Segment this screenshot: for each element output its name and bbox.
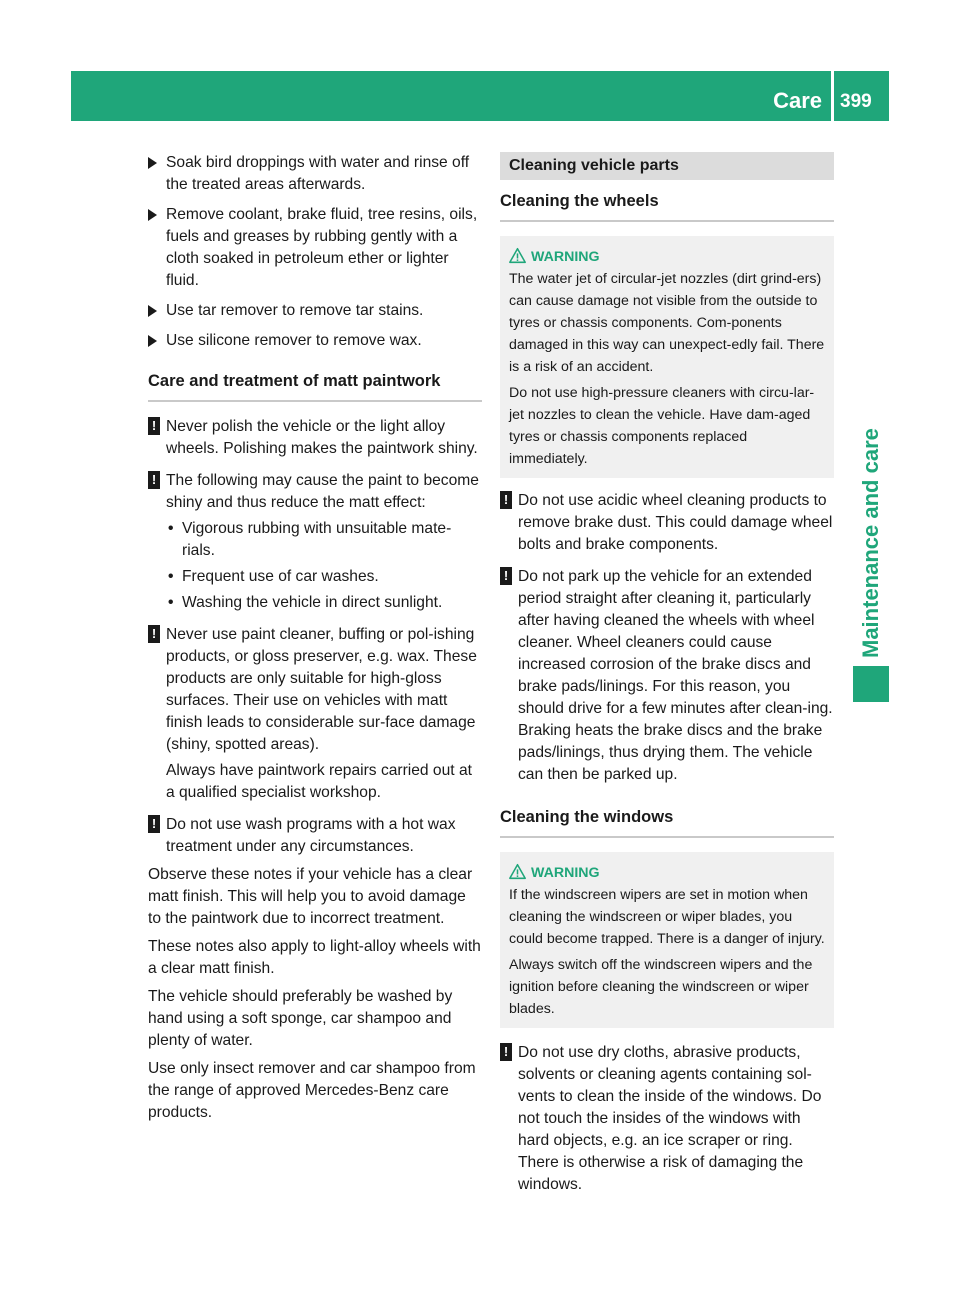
- step-arrow-icon: [148, 157, 157, 169]
- section-tab-marker: [853, 666, 889, 702]
- caution-note: ! The following may cause the paint to become shiny and thus reduce the matt effect: • Vigorous rubbing with unsuitable mate-rials. • Frequent use of car washes. • Washing the vehicle in direct sunlight.: [148, 470, 482, 614]
- caution-note: ! Never use paint cleaner, buffing or pol-ishing products, or gloss preserver, e.g. wax. These products are only suitable for high-gloss surfaces. Their use on vehicles with matt finish leads to considerable sur-face damage (shiny, spotted areas). Always have paintwork repairs carried out at a qualified specialist workshop.: [148, 624, 482, 804]
- exclamation-icon: !: [148, 815, 160, 833]
- note-paragraph: Always have paintwork repairs carried out at a qualified specialist workshop.: [166, 762, 472, 801]
- body-paragraph: The vehicle should preferably be washed by hand using a soft sponge, car shampoo and plenty of water.: [148, 988, 453, 1049]
- step-arrow-icon: [148, 335, 157, 347]
- step-arrow-icon: [148, 305, 157, 317]
- instruction-step: Use tar remover to remove tar stains.: [148, 300, 482, 322]
- warning-heading: WARNING: [509, 246, 825, 268]
- bullet-icon: •: [168, 594, 174, 611]
- caution-note: ! Never polish the vehicle or the light alloy wheels. Polishing makes the paintwork shiny.: [148, 416, 482, 460]
- section-title: Cleaning vehicle parts: [500, 152, 834, 180]
- exclamation-icon: !: [500, 491, 512, 509]
- list-item: • Vigorous rubbing with unsuitable mate-rials.: [168, 520, 452, 559]
- warning-box: [500, 236, 834, 478]
- exclamation-icon: !: [148, 471, 160, 489]
- warning-text: Do not use high-pressure cleaners with circu-lar-jet nozzles to clean the vehicle. Have dam-aged tyres or chassis components replaced immediately.: [509, 385, 815, 467]
- left-column: [148, 152, 482, 1124]
- warning-text: If the windscreen wipers are set in motion when cleaning the windscreen or wiper blades, you could become trapped. There is a danger of injury.: [509, 887, 825, 947]
- caution-note: ! Do not use acidic wheel cleaning products to remove brake dust. This could damage wheel bolts and brake components.: [500, 490, 834, 556]
- instruction-step: Remove coolant, brake fluid, tree resins, oils, fuels and greases by rubbing gently with a cloth soaked in petroleum ether or lighter fluid.: [148, 204, 482, 292]
- instruction-step: Use silicone remover to remove wax.: [148, 330, 482, 352]
- body-paragraph: Observe these notes if your vehicle has a clear matt finish. This will help you to avoid damage to the paintwork due to incorrect treatment.: [148, 866, 473, 927]
- right-column: [500, 152, 834, 1196]
- caution-note: ! Do not use dry cloths, abrasive products, solvents or cleaning agents containing sol-vents to clean the inside of the windows. Do not touch the insides of the windows with hard objects, e.g. an ice scraper or ring. There is otherwise a risk of damaging the windows.: [500, 1042, 834, 1196]
- instruction-step: Soak bird droppings with water and rinse off the treated areas afterwards.: [148, 152, 482, 196]
- exclamation-icon: !: [500, 1043, 512, 1061]
- page-number: 399: [840, 91, 872, 112]
- exclamation-icon: !: [148, 417, 160, 435]
- page-title: Care: [773, 88, 822, 113]
- heading-matt-paintwork: Care and treatment of matt paintwork: [148, 370, 482, 402]
- warning-text: The water jet of circular-jet nozzles (dirt grind-ers) can cause damage not visible from the outside to tyres or chassis components. Com-ponents damaged in this way can unexpect-edly fail. There is a risk of an accident.: [509, 271, 825, 375]
- warning-box: [500, 852, 834, 1028]
- exclamation-icon: !: [148, 625, 160, 643]
- caution-note: ! Do not use wash programs with a hot wax treatment under any circumstances.: [148, 814, 482, 858]
- list-item: • Frequent use of car washes.: [166, 566, 482, 588]
- caution-note: ! Do not park up the vehicle for an extended period straight after cleaning it, particularly after having cleaned the wheels with wheel cleaner. Wheel cleaners could cause increased corrosion of the brake discs and brake pads/linings. For this reason, you should drive for a few minutes after clean-ing. Braking heats the brake discs and the brake pads/linings, thus drying them. The vehicle can then be parked up.: [500, 566, 834, 786]
- warning-heading: WARNING: [509, 862, 825, 884]
- bullet-icon: •: [168, 568, 174, 585]
- list-item: • Washing the vehicle in direct sunlight.: [166, 592, 482, 614]
- header-divider: [831, 71, 834, 121]
- warning-triangle-icon: [509, 247, 526, 264]
- exclamation-icon: !: [500, 567, 512, 585]
- warning-triangle-icon: [509, 863, 526, 880]
- step-arrow-icon: [148, 209, 157, 221]
- body-paragraph: Use only insect remover and car shampoo from the range of approved Mercedes-Benz care products.: [148, 1060, 476, 1121]
- bullet-icon: •: [168, 520, 174, 537]
- heading-cleaning-wheels: Cleaning the wheels: [500, 190, 834, 222]
- heading-cleaning-windows: Cleaning the windows: [500, 806, 834, 838]
- warning-text: Always switch off the windscreen wipers and the ignition before cleaning the windscreen or wiper blades.: [509, 957, 813, 1017]
- body-paragraph: These notes also apply to light-alloy wheels with a clear matt finish.: [148, 938, 481, 977]
- section-tab-label: Maintenance and care: [858, 428, 883, 658]
